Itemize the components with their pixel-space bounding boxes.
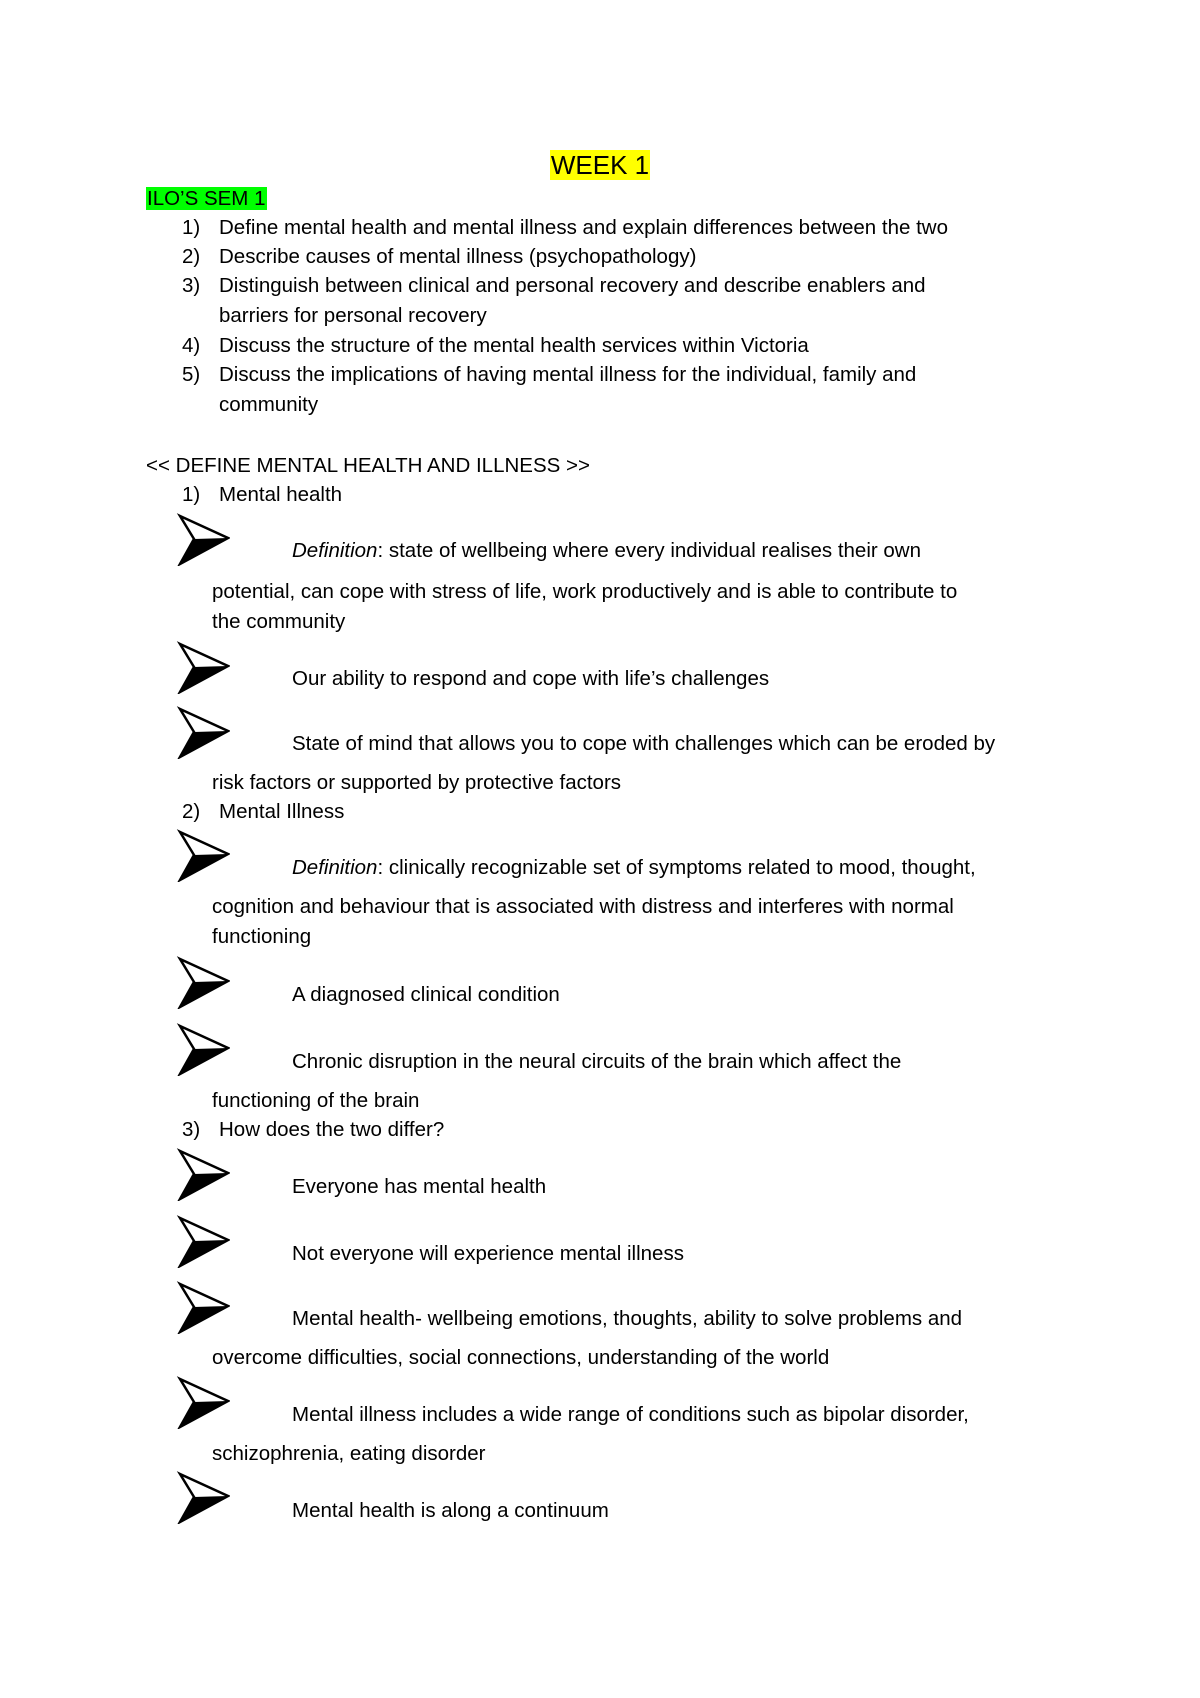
ilo-number: 1) [182,216,201,239]
arrow-bullet-icon [176,1375,230,1429]
bullet-text: Everyone has mental health [292,1175,547,1198]
arrow-bullet-icon [176,1147,230,1201]
item-number: 3) [182,1118,201,1141]
arrow-bullet-icon [176,955,230,1009]
bullet-continuation: schizophrenia, eating disorder [212,1442,486,1465]
bullet-text [292,539,921,563]
arrow-bullet-icon [176,512,230,566]
ilo-subheading-text: ILO’S SEM 1 [147,187,266,210]
ilo-text: Define mental health and mental illness and explain differences between the two [219,216,948,239]
ilo-text: Describe causes of mental illness (psychopathology) [219,245,697,268]
page-title-text: WEEK 1 [550,150,650,180]
bullet-text: Our ability to respond and cope with life’s challenges [292,667,770,690]
bullet-emphasis: Definition [292,539,378,562]
arrow-bullet-icon [176,1214,230,1268]
bullet-text: Chronic disruption in the neural circuits of the brain which affect the [292,1050,902,1073]
item-label: How does the two differ? [219,1118,445,1141]
arrow-bullet-icon [176,1022,230,1076]
bullet-continuation: functioning [212,925,312,948]
ilo-text: Discuss the structure of the mental health services within Victoria [219,334,809,357]
ilo-subheading [146,184,267,214]
bullet-emphasis: Definition [292,856,378,879]
ilo-number: 5) [182,363,201,386]
bullet-text: Not everyone will experience mental illness [292,1242,684,1265]
bullet-text-body: : state of wellbeing where every individual realises their own [377,539,921,562]
item-label: Mental Illness [219,800,345,823]
bullet-text-body: : clinically recognizable set of symptoms related to mood, thought, [377,856,976,879]
bullet-continuation: functioning of the brain [212,1089,420,1112]
ilo-number: 4) [182,334,201,357]
arrow-bullet-icon [176,705,230,759]
bullet-continuation: the community [212,610,346,633]
ilo-number: 3) [182,274,201,297]
page-title [0,148,1200,182]
bullet-text: Mental illness includes a wide range of conditions such as bipolar disorder, [292,1403,969,1426]
item-label: Mental health [219,483,343,506]
ilo-text-continued: community [219,393,319,416]
bullet-text: Mental health- wellbeing emotions, thoughts, ability to solve problems and [292,1307,963,1330]
ilo-text-continued: barriers for personal recovery [219,304,487,327]
bullet-text: State of mind that allows you to cope with challenges which can be eroded by [292,732,996,755]
ilo-number: 2) [182,245,201,268]
item-number: 1) [182,483,201,506]
bullet-continuation: potential, can cope with stress of life, work productively and is able to contribute to [212,580,958,603]
ilo-text: Distinguish between clinical and personal recovery and describe enablers and [219,274,926,297]
section-heading: << DEFINE MENTAL HEALTH AND ILLNESS >> [146,454,590,477]
bullet-continuation: risk factors or supported by protective factors [212,771,622,794]
bullet-text [292,856,976,880]
bullet-text: A diagnosed clinical condition [292,983,560,1006]
arrow-bullet-icon [176,1280,230,1334]
bullet-continuation: overcome difficulties, social connections, understanding of the world [212,1346,830,1369]
ilo-text: Discuss the implications of having mental illness for the individual, family and [219,363,917,386]
item-number: 2) [182,800,201,823]
bullet-text: Mental health is along a continuum [292,1499,609,1522]
arrow-bullet-icon [176,828,230,882]
bullet-continuation: cognition and behaviour that is associated with distress and interferes with normal [212,895,954,918]
arrow-bullet-icon [176,640,230,694]
arrow-bullet-icon [176,1470,230,1524]
